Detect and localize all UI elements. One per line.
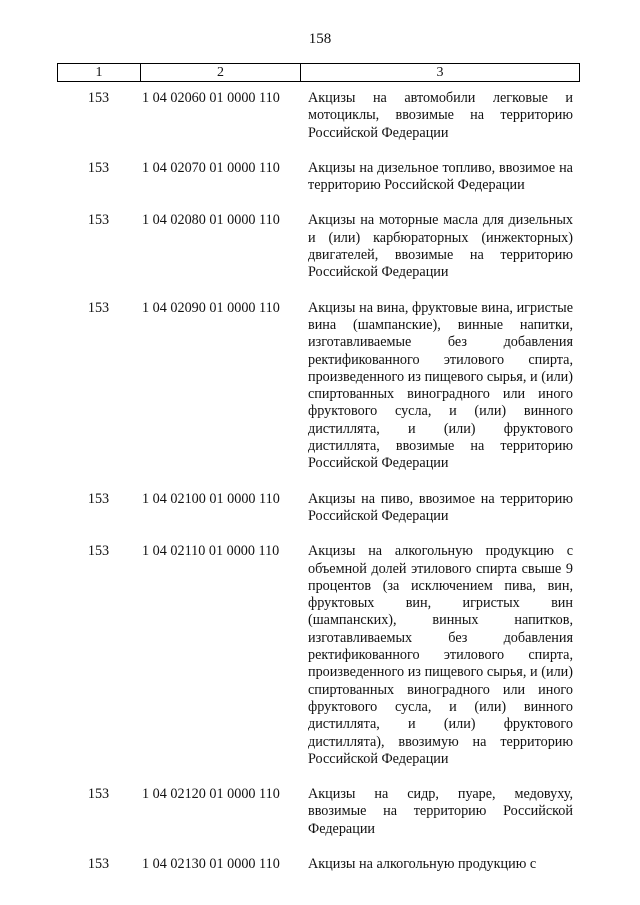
classification-code: 1 04 02090 01 0000 110 — [142, 299, 280, 316]
row-description: Акцизы на вина, фруктовые вина, игристые вина (шампанские), винные напитки, изготавливаемые без добавления ректификованного этилового спирта, произведенного из пищевого сырья, и (или) спиртованных виноградного или иного фруктового сусла, и (или) винного дистиллята, и (или) фруктового дистиллята, ввозимые на территорию Российской Федерации — [308, 299, 573, 472]
classification-code: 1 04 02070 01 0000 110 — [142, 159, 280, 176]
table-header — [57, 63, 580, 82]
row-number: 153 — [87, 855, 110, 872]
row-number: 153 — [87, 159, 110, 176]
row-description: Акцизы на сидр, пуаре, медовуху, ввозимые на территорию Российской Федерации — [308, 786, 573, 837]
row-number: 153 — [87, 90, 110, 106]
table-row — [57, 212, 580, 281]
classification-code: 1 04 02130 01 0000 110 — [142, 855, 280, 872]
classification-code: 1 04 02110 01 0000 110 — [142, 543, 280, 560]
row-description: Акцизы на пиво, ввозимое на территорию Российской Федерации — [308, 490, 573, 524]
row-description: Акцизы на алкогольную продукцию с объемной долей этилового спирта свыше 9 процентов (за исключением пива, вин, фруктовых вин, игристых вин (шампанских), винных напитков, изготавливаемых без добавления ректификованного этилового спирта, произведенного из пищевого сырья, и (или) спиртованных виноградного или иного фруктового сусла, и (или) винного дистиллята, и (или) фруктового дистиллята), ввозимую на территорию Российской Федерации — [308, 543, 573, 767]
row-number: 153 — [87, 490, 110, 507]
table-row — [57, 160, 580, 195]
page-number: 158 — [308, 31, 332, 47]
classification-code: 1 04 02060 01 0000 110 — [142, 90, 280, 106]
table-row — [57, 786, 580, 838]
table-row — [57, 543, 580, 768]
row-description: Акцизы на моторные масла для дизельных и (или) карбюраторных (инжекторных) двигателей, ввозимые на территорию Российской Федерации — [308, 212, 573, 281]
classification-code: 1 04 02080 01 0000 110 — [142, 212, 280, 229]
header-col-1: 1 — [58, 64, 141, 81]
table-body — [57, 90, 580, 891]
row-number: 153 — [87, 212, 110, 229]
row-number: 153 — [87, 299, 110, 316]
classification-code: 1 04 02120 01 0000 110 — [142, 786, 280, 803]
row-description: Акцизы на алкогольную продукцию с — [308, 855, 537, 872]
row-description: Акцизы на дизельное топливо, ввозимое на территорию Российской Федерации — [308, 159, 573, 194]
row-number: 153 — [87, 786, 110, 803]
table-row — [57, 856, 580, 873]
classification-code: 1 04 02100 01 0000 110 — [142, 490, 280, 507]
header-col-3: 3 — [436, 65, 444, 80]
row-number: 153 — [87, 543, 110, 560]
row-description: Акцизы на автомобили легковые и мотоциклы, ввозимые на территорию Российской Федерации — [308, 90, 573, 141]
table-row — [57, 491, 580, 526]
table-row — [57, 90, 580, 142]
table-row — [57, 300, 580, 473]
header-col-2: 2 — [141, 64, 301, 81]
